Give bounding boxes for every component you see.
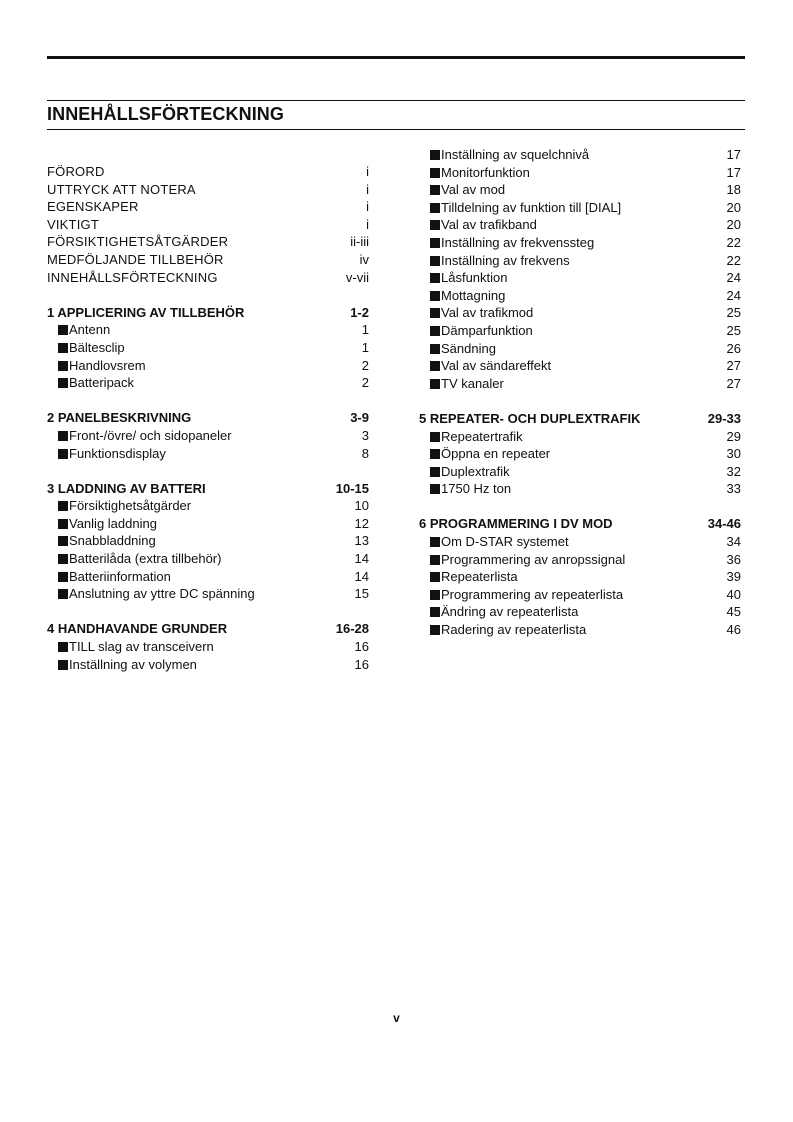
title-rule-bottom xyxy=(47,129,745,130)
toc-entry-page: 16 xyxy=(354,656,369,672)
toc-spacer xyxy=(47,286,369,304)
toc-entry-title: Val av sändareffekt xyxy=(419,357,551,375)
toc-entry-page: 24 xyxy=(726,287,741,303)
toc-entry-title: 3 LADDNING AV BATTERI xyxy=(47,480,206,496)
toc-entry-title: Repeatertrafik xyxy=(419,428,523,446)
toc-entry-page: 22 xyxy=(726,252,741,268)
toc-entry-title: Ändring av repeaterlista xyxy=(419,603,578,621)
toc-entry-title: Val av mod xyxy=(419,181,505,199)
toc-subentry[interactable] xyxy=(419,445,741,463)
toc-entry-page: 12 xyxy=(354,515,369,531)
toc-entry[interactable] xyxy=(47,269,369,287)
toc-subentry[interactable] xyxy=(419,463,741,481)
toc-entry-title: FÖRORD xyxy=(47,164,105,179)
toc-section-heading[interactable] xyxy=(419,410,741,428)
toc-subentry[interactable] xyxy=(419,480,741,498)
toc-subentry[interactable] xyxy=(47,515,369,533)
toc-entry-page: 1 xyxy=(361,339,369,355)
toc-entry-page: ii-iii xyxy=(350,234,369,250)
toc-entry-page: 24 xyxy=(726,270,741,286)
toc-entry-title: 6 PROGRAMMERING I DV MOD xyxy=(419,516,613,532)
toc-subentry[interactable] xyxy=(47,445,369,463)
toc-subentry[interactable] xyxy=(47,568,369,586)
toc-spacer xyxy=(419,498,741,516)
toc-entry-title: Bältesclip xyxy=(47,339,125,357)
toc-entry-title: Låsfunktion xyxy=(419,269,508,287)
toc-entry-title: 1750 Hz ton xyxy=(419,480,511,498)
toc-subentry[interactable] xyxy=(47,339,369,357)
toc-entry-title: Val av trafikband xyxy=(419,216,537,234)
toc-entry-page: 14 xyxy=(354,568,369,584)
page-number: v xyxy=(393,1011,400,1025)
toc-entry-title: Batterilåda (extra tillbehör) xyxy=(47,550,221,568)
toc-entry-title: Programmering av anropssignal xyxy=(419,551,625,569)
toc-entry-title: Om D-STAR systemet xyxy=(419,533,569,551)
toc-entry-page: 20 xyxy=(726,199,741,215)
toc-entry[interactable] xyxy=(47,251,369,269)
toc-section-heading[interactable] xyxy=(47,480,369,498)
toc-subentry[interactable] xyxy=(419,269,741,287)
toc-entry-title: INNEHÅLLSFÖRTECKNING xyxy=(47,269,218,285)
toc-entry-page: 34 xyxy=(726,534,741,550)
toc-entry-title: MEDFÖLJANDE TILLBEHÖR xyxy=(47,251,224,267)
toc-entry-title: Vanlig laddning xyxy=(47,515,157,533)
toc-entry-title: Försiktighetsåtgärder xyxy=(47,497,191,515)
toc-right-column xyxy=(419,146,741,639)
toc-entry-title: Monitorfunktion xyxy=(419,164,530,182)
toc-subentry[interactable] xyxy=(419,304,741,322)
toc-subentry[interactable] xyxy=(419,287,741,305)
toc-subentry[interactable] xyxy=(47,532,369,550)
toc-entry-title: Inställning av squelchnivå xyxy=(419,146,589,164)
toc-entry-page: 14 xyxy=(354,551,369,567)
toc-entry-page: 10-15 xyxy=(335,480,369,496)
toc-subentry[interactable] xyxy=(419,199,741,217)
toc-entry-title: Batteriinformation xyxy=(47,568,171,586)
toc-entry-title: Anslutning av yttre DC spänning xyxy=(47,585,255,603)
toc-subentry[interactable] xyxy=(419,322,741,340)
toc-entry-page: 45 xyxy=(726,604,741,620)
toc-subentry[interactable] xyxy=(419,603,741,621)
toc-entry-page: 25 xyxy=(726,305,741,321)
toc-entry-title: Batteripack xyxy=(47,374,134,392)
toc-subentry[interactable] xyxy=(47,497,369,515)
toc-entry-page: 26 xyxy=(726,340,741,356)
toc-entry-page: 8 xyxy=(361,445,369,461)
toc-subentry[interactable] xyxy=(47,374,369,392)
toc-subentry[interactable] xyxy=(419,234,741,252)
toc-entry-page: iv xyxy=(359,251,369,267)
toc-entry-title: Programmering av repeaterlista xyxy=(419,586,623,604)
toc-entry-title: TV kanaler xyxy=(419,375,504,393)
toc-entry-page: 3 xyxy=(361,427,369,443)
toc-entry-page: 20 xyxy=(726,217,741,233)
toc-section-heading[interactable] xyxy=(419,515,741,533)
toc-subentry[interactable] xyxy=(419,357,741,375)
toc-entry-title: FÖRSIKTIGHETSÅTGÄRDER xyxy=(47,234,229,250)
toc-entry-page: 46 xyxy=(726,622,741,638)
toc-entry-title: Inställning av volymen xyxy=(47,656,197,674)
toc-entry-page: 2 xyxy=(361,375,369,391)
toc-entry[interactable] xyxy=(47,216,369,234)
toc-entry-title: Sändning xyxy=(419,340,496,358)
toc-subentry[interactable] xyxy=(419,340,741,358)
toc-entry-page: 39 xyxy=(726,569,741,585)
toc-entry-page: 16-28 xyxy=(335,621,369,637)
toc-entry-page: 18 xyxy=(726,182,741,198)
toc-left-column xyxy=(47,163,369,673)
toc-entry-page: 34-46 xyxy=(707,516,741,532)
toc-entry-page: 2 xyxy=(361,357,369,373)
page-title: INNEHÅLLSFÖRTECKNING xyxy=(47,104,284,124)
toc-entry-page: i xyxy=(366,216,369,232)
toc-section-heading[interactable] xyxy=(47,620,369,638)
toc-subentry[interactable] xyxy=(419,568,741,586)
toc-entry-title: Radering av repeaterlista xyxy=(419,621,586,639)
toc-entry-page: 1-2 xyxy=(350,304,369,320)
toc-entry[interactable] xyxy=(47,233,369,251)
toc-entry[interactable] xyxy=(47,198,369,216)
toc-entry-title: Val av trafikmod xyxy=(419,304,533,322)
toc-subentry[interactable] xyxy=(47,585,369,603)
toc-entry-title: Snabbladdning xyxy=(47,532,156,550)
toc-subentry[interactable] xyxy=(419,621,741,639)
toc-entry-page: i xyxy=(366,164,369,179)
toc-entry-page: 10 xyxy=(354,498,369,514)
toc-subentry[interactable] xyxy=(419,216,741,234)
toc-entry-title: Tilldelning av funktion till [DIAL] xyxy=(419,199,621,217)
toc-entry-page: 36 xyxy=(726,551,741,567)
toc-entry-page: 30 xyxy=(726,446,741,462)
toc-entry-title: UTTRYCK ATT NOTERA xyxy=(47,181,196,197)
toc-entry-page: 3-9 xyxy=(350,410,369,426)
toc-entry-title: Front-/övre/ och sidopaneler xyxy=(47,427,232,445)
toc-entry-page: i xyxy=(366,199,369,215)
toc-entry-page: v-vii xyxy=(345,269,369,285)
toc-entry-page: 32 xyxy=(726,463,741,479)
toc-entry-title: Dämparfunktion xyxy=(419,322,533,340)
toc-entry-page: 40 xyxy=(726,586,741,602)
toc-entry-page: i xyxy=(366,181,369,197)
toc-subentry[interactable] xyxy=(419,428,741,446)
toc-subentry[interactable] xyxy=(419,586,741,604)
toc-entry-page: 33 xyxy=(726,481,741,497)
top-rule xyxy=(47,56,745,59)
toc-entry-title: 5 REPEATER- OCH DUPLEXTRAFIK xyxy=(419,410,641,426)
toc-subentry[interactable] xyxy=(419,146,741,164)
toc-subentry[interactable] xyxy=(47,550,369,568)
toc-entry-title: 4 HANDHAVANDE GRUNDER xyxy=(47,621,228,637)
toc-subentry[interactable] xyxy=(47,357,369,375)
toc-entry[interactable] xyxy=(47,181,369,199)
toc-entry-page: 27 xyxy=(726,375,741,391)
toc-subentry[interactable] xyxy=(47,656,369,674)
toc-section-heading[interactable] xyxy=(47,409,369,427)
toc-spacer xyxy=(47,603,369,621)
toc-entry-title: Mottagning xyxy=(419,287,505,305)
toc-subentry[interactable] xyxy=(419,375,741,393)
toc-section-heading[interactable] xyxy=(47,304,369,322)
toc-entry-title: Duplextrafik xyxy=(419,463,510,481)
toc-subentry[interactable] xyxy=(419,252,741,270)
toc-entry-page: 16 xyxy=(354,639,369,655)
toc-entry-title: 2 PANELBESKRIVNING xyxy=(47,410,192,426)
toc-entry-title: 1 APPLICERING AV TILLBEHÖR xyxy=(47,304,245,320)
toc-entry-title: Antenn xyxy=(47,321,110,339)
toc-entry-page: 29 xyxy=(726,428,741,444)
toc-subentry[interactable] xyxy=(47,638,369,656)
toc-entry-page: 15 xyxy=(354,586,369,602)
toc-spacer xyxy=(47,462,369,480)
toc-entry-page: 22 xyxy=(726,234,741,250)
toc-subentry[interactable] xyxy=(419,533,741,551)
toc-entry-page: 29-33 xyxy=(707,410,741,426)
title-rule-top xyxy=(47,100,745,101)
toc-subentry[interactable] xyxy=(419,181,741,199)
toc-subentry[interactable] xyxy=(419,551,741,569)
toc-entry-title: Handlovsrem xyxy=(47,357,146,375)
toc-subentry[interactable] xyxy=(47,427,369,445)
toc-subentry[interactable] xyxy=(47,321,369,339)
toc-spacer xyxy=(419,392,741,410)
toc-entry-title: Repeaterlista xyxy=(419,568,518,586)
toc-entry-title: Öppna en repeater xyxy=(419,445,550,463)
toc-subentry[interactable] xyxy=(419,164,741,182)
toc-entry-title: Inställning av frekvens xyxy=(419,252,570,270)
toc-entry-title: Funktionsdisplay xyxy=(47,445,166,463)
toc-entry-page: 17 xyxy=(726,164,741,180)
toc-entry-title: TILL slag av transceivern xyxy=(47,638,214,656)
toc-entry-title: EGENSKAPER xyxy=(47,199,139,215)
toc-entry-title: Inställning av frekvenssteg xyxy=(419,234,594,252)
toc-entry-title: VIKTIGT xyxy=(47,216,99,232)
toc-entry[interactable] xyxy=(47,163,369,181)
toc-spacer xyxy=(47,392,369,410)
toc-entry-page: 25 xyxy=(726,322,741,338)
toc-entry-page: 13 xyxy=(354,533,369,549)
toc-entry-page: 17 xyxy=(726,147,741,162)
toc-entry-page: 1 xyxy=(361,322,369,338)
toc-entry-page: 27 xyxy=(726,358,741,374)
